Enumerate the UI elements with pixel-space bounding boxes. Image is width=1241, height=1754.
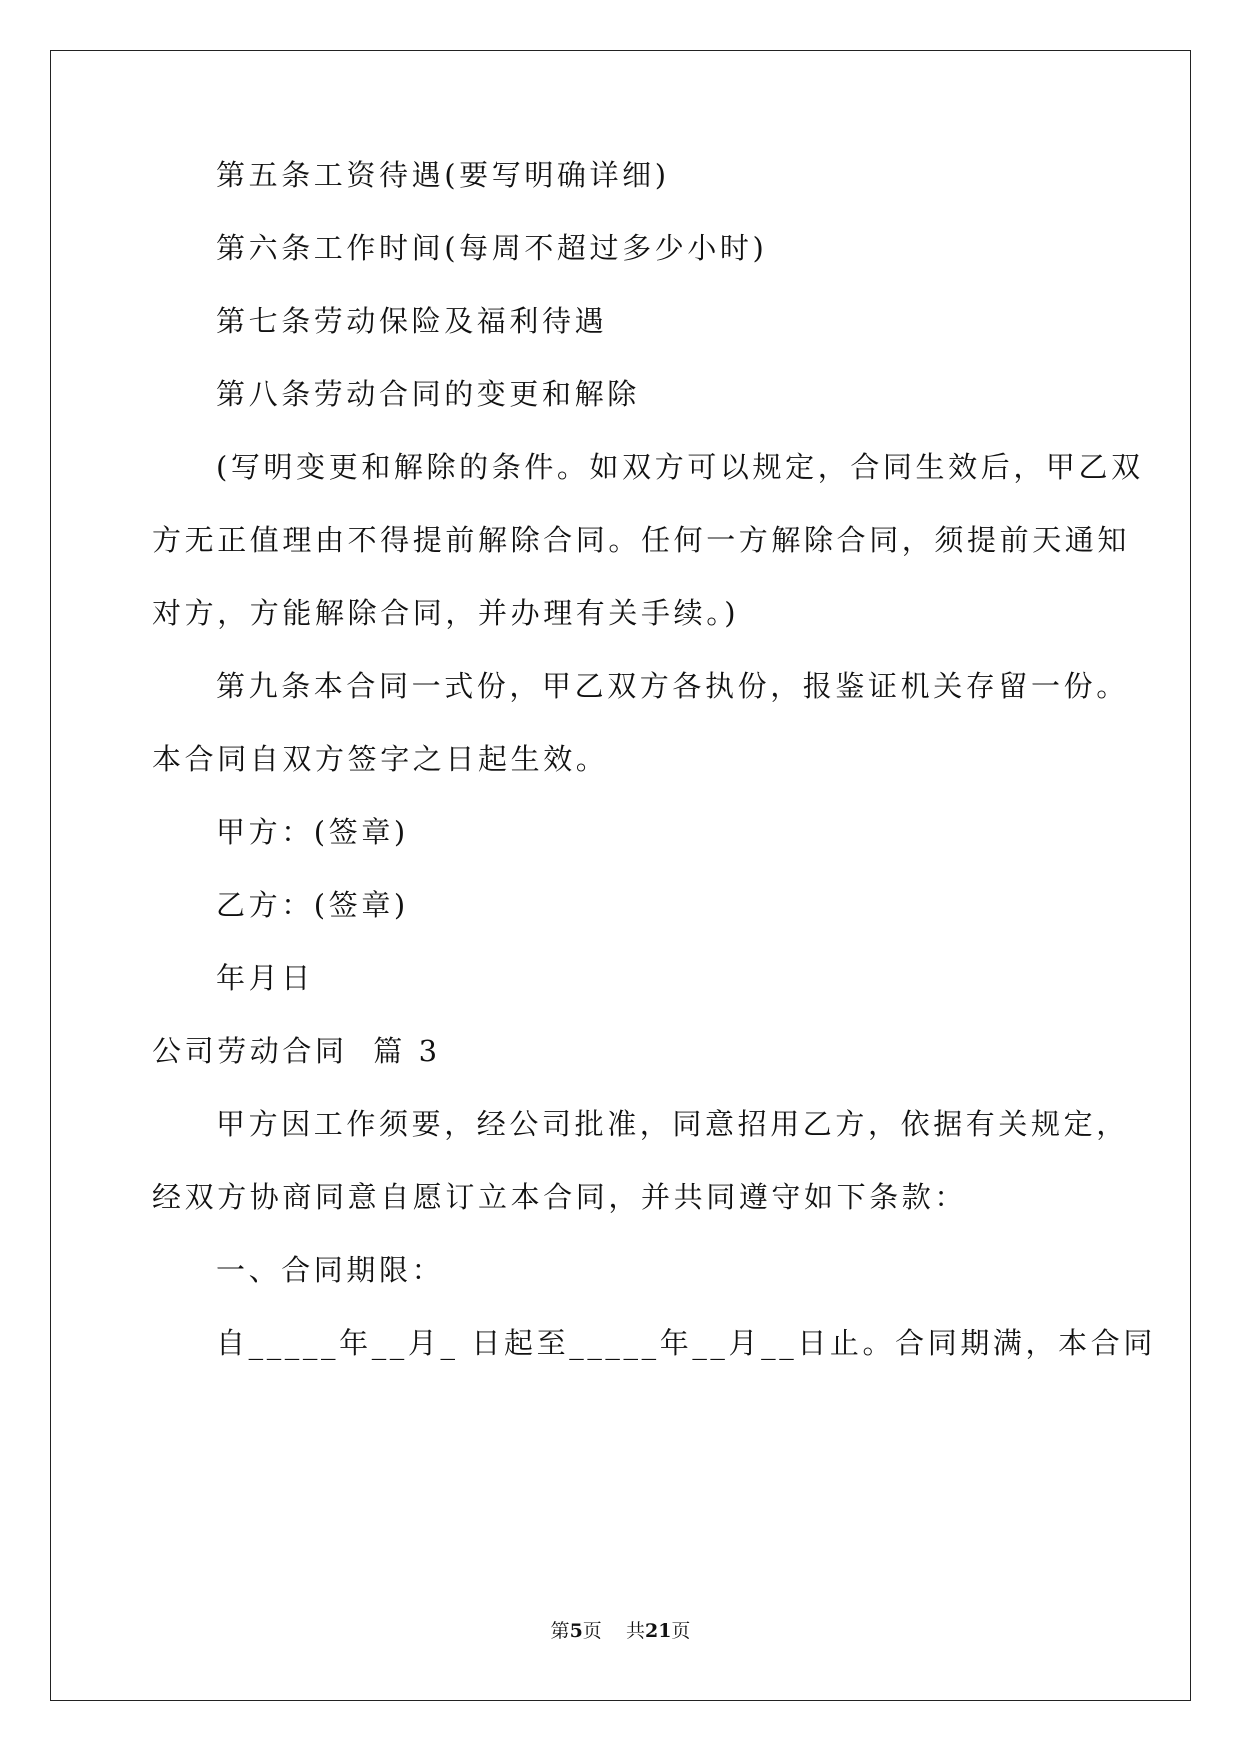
clause-7: 第七条劳动保险及福利待遇: [216, 304, 608, 338]
clause-6: 第六条工作时间(每周不超过多少小时): [216, 231, 768, 265]
clause-8-note-line-3: 对方，方能解除合同，并办理有关手续。): [152, 596, 740, 630]
clause-8: 第八条劳动合同的变更和解除: [216, 377, 640, 411]
clause-9-line-1: 第九条本合同一式份，甲乙双方各执份，报鉴证机关存留一份。: [216, 669, 1129, 703]
footer-middle: 页 共: [582, 1620, 645, 1642]
section-heading: 公司劳动合同 篇 3: [152, 1034, 441, 1068]
footer-prefix: 第: [550, 1620, 570, 1642]
contract-term-line: 自_____年__月_ 日起至_____年__月__日止。合同期满，本合同: [216, 1326, 1156, 1360]
clause-8-note-line-1: (写明变更和解除的条件。如双方可以规定，合同生效后，甲乙双: [216, 450, 1144, 484]
clause-5: 第五条工资待遇(要写明确详细): [216, 158, 670, 192]
footer-suffix: 页: [671, 1620, 691, 1642]
page-border: [50, 50, 1191, 1701]
intro-line-1: 甲方因工作须要，经公司批准，同意招用乙方，依据有关规定，: [216, 1107, 1129, 1141]
intro-line-2: 经双方协商同意自愿订立本合同，并共同遵守如下条款：: [152, 1180, 968, 1214]
page-number: 5: [569, 1620, 583, 1642]
total-pages: 21: [644, 1620, 672, 1642]
party-a-signature: 甲方：(签章): [216, 815, 409, 849]
page-footer: [0, 1618, 1241, 1644]
clause-8-note-line-2: 方无正值理由不得提前解除合同。任何一方解除合同，须提前天通知: [152, 523, 1131, 557]
date-line: 年月日: [216, 961, 314, 995]
item-1-heading: 一、合同期限：: [216, 1253, 445, 1287]
party-b-signature: 乙方：(签章): [216, 888, 409, 922]
clause-9-line-2: 本合同自双方签字之日起生效。: [152, 742, 609, 776]
